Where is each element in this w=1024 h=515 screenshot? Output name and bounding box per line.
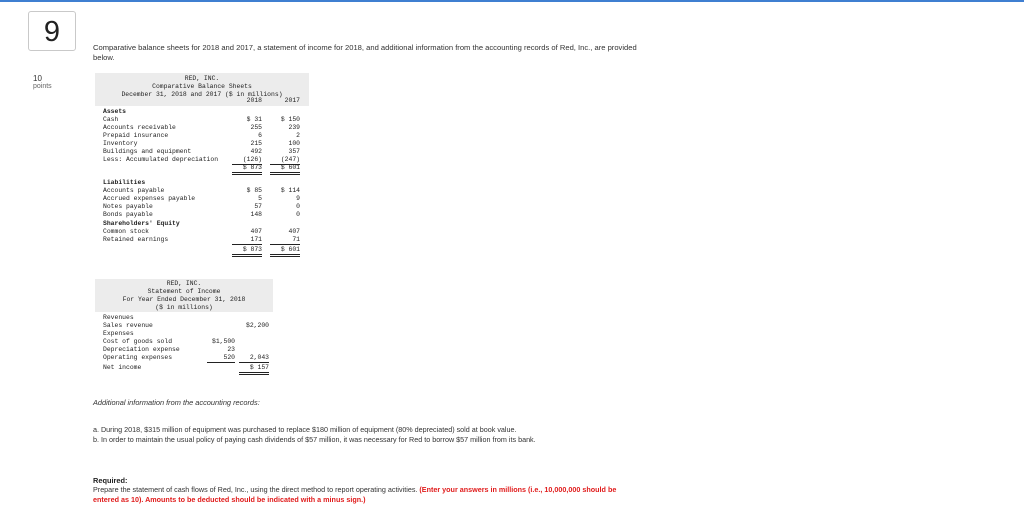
total-expenses: 2,043 (239, 354, 269, 363)
additional-info-list (93, 425, 633, 444)
value-2017: 407 (288, 228, 300, 235)
is-subtitle: For Year Ended December 31, 2018 (122, 296, 246, 303)
is-units: ($ in millions) (155, 304, 213, 311)
statement-row (95, 195, 309, 203)
sales-label: Sales revenue (103, 322, 153, 329)
is-title: Statement of Income (147, 288, 221, 295)
points-value: 10 (33, 74, 42, 83)
income-statement-body (95, 312, 273, 378)
bs-col-2017: 2017 (284, 97, 300, 104)
value-2018: 5 (258, 195, 262, 202)
value-2017: 0 (296, 211, 300, 218)
assets-header: Assets (103, 108, 127, 115)
required-instruction: Prepare the statement of cash flows of Red, Inc., using the direct method to report operating activities. (93, 485, 418, 494)
statement-row (95, 124, 309, 132)
row-label: Retained earnings (103, 236, 169, 243)
le-total-2017: $ 601 (270, 246, 300, 257)
row-label: Accounts payable (103, 187, 165, 194)
cogs-label: Cost of goods sold (103, 338, 173, 345)
value-2017: 9 (296, 195, 300, 202)
value-2018: 6 (258, 132, 262, 139)
value-2018: (126) (232, 156, 262, 165)
statement-row (95, 132, 309, 140)
net-income-value: $ 157 (239, 364, 269, 375)
note-a: a. During 2018, $315 million of equipment was purchased to replace $180 million of equipment (80% depreciated) sold at book value. (93, 425, 517, 434)
assets-total-2017: $ 601 (270, 164, 300, 175)
dep-label: Depreciation expense (103, 346, 180, 353)
row-label: Accrued expenses payable (103, 195, 196, 202)
statement-row (95, 211, 309, 219)
equity-header: Shareholders' Equity (103, 220, 180, 227)
liabilities-header: Liabilities (103, 179, 146, 186)
points-label: points (33, 83, 52, 90)
row-label: Prepaid insurance (103, 132, 169, 139)
value-2017: 0 (296, 203, 300, 210)
top-rule (0, 0, 1024, 2)
value-2017: 100 (288, 140, 300, 147)
statement-row (95, 156, 309, 164)
entry-instruction: (Enter your answers in millions (i.e., 10,000,000 should be entered as 10). Amounts to be deducted should be indicated with a minus sign.) (93, 485, 617, 504)
net-income-label: Net income (103, 364, 142, 371)
statement-row (95, 140, 309, 148)
bs-title: Comparative Balance Sheets (152, 83, 252, 90)
intro-text: Comparative balance sheets for 2018 and 2017, a statement of income for 2018, and additional information from the accounting records of Red, Inc., are provided below. (93, 43, 637, 62)
balance-sheet-header (95, 73, 309, 106)
question-number: 9 (28, 11, 76, 51)
row-label: Notes payable (103, 203, 153, 210)
row-label: Less: Accumulated depreciation (103, 156, 219, 163)
value-2017: 2 (296, 132, 300, 139)
statement-row (95, 236, 309, 244)
additional-info-heading: Additional information from the accounting records: (93, 398, 260, 407)
income-statement-header (95, 279, 273, 312)
le-total-2018: $ 873 (232, 246, 262, 257)
value-2018: $ 31 (246, 116, 262, 123)
opex-label: Operating expenses (103, 354, 173, 361)
statement-row (95, 203, 309, 211)
row-label: Cash (103, 116, 119, 123)
value-2018: 57 (254, 203, 262, 210)
value-2017: 239 (288, 124, 300, 131)
value-2017: $ 150 (280, 116, 300, 123)
bs-col-2018: 2018 (246, 97, 262, 104)
required-text (93, 485, 633, 504)
opex-value: 520 (207, 354, 235, 363)
statement-row (95, 228, 309, 236)
value-2018: 215 (250, 140, 262, 147)
statement-row (95, 148, 309, 156)
row-label: Bonds payable (103, 211, 153, 218)
value-2018: 255 (250, 124, 262, 131)
row-label: Common stock (103, 228, 150, 235)
statement-row (95, 116, 309, 124)
value-2017: 357 (288, 148, 300, 155)
row-label: Inventory (103, 140, 138, 147)
required-heading: Required: (93, 476, 128, 485)
value-2018: 171 (232, 236, 262, 245)
value-2018: 407 (250, 228, 262, 235)
value-2018: $ 85 (246, 187, 262, 194)
cogs-value: $1,500 (211, 338, 235, 345)
statement-row (95, 187, 309, 195)
is-company: RED, INC. (166, 280, 202, 287)
bs-subtitle: December 31, 2018 and 2017 ($ in millions) (121, 91, 283, 98)
balance-sheet-body (95, 106, 309, 261)
bs-company: RED, INC. (184, 75, 220, 82)
expenses-header: Expenses (103, 330, 134, 337)
row-label: Buildings and equipment (103, 148, 192, 155)
value-2017: $ 114 (280, 187, 300, 194)
value-2017: 71 (270, 236, 300, 245)
assets-total-2018: $ 873 (232, 164, 262, 175)
value-2018: 148 (250, 211, 262, 218)
value-2017: (247) (270, 156, 300, 165)
note-b: b. In order to maintain the usual policy of paying cash dividends of $57 million, it was necessary for Red to borrow $57 million from its bank. (93, 434, 536, 444)
dep-value: 23 (227, 346, 235, 353)
value-2018: 492 (250, 148, 262, 155)
row-label: Accounts receivable (103, 124, 176, 131)
revenues-header: Revenues (103, 314, 134, 321)
sales-value: $2,200 (245, 322, 269, 329)
